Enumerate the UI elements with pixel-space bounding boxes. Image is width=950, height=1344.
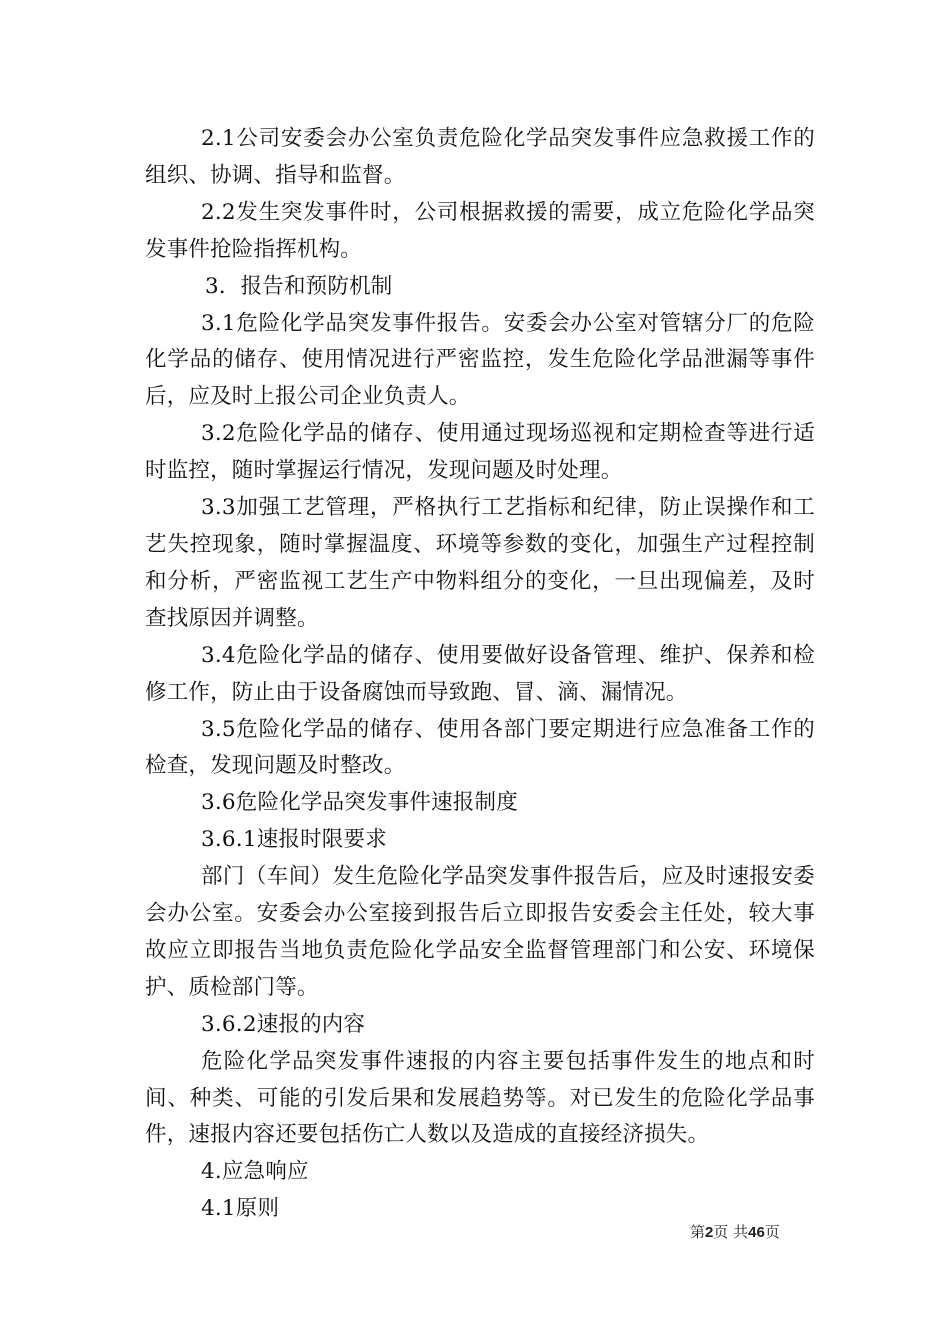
current-page-number: 2: [705, 1224, 714, 1241]
paragraph-3-2: 3.2危险化学品的储存、使用通过现场巡视和定期检查等进行适时监控，随时掌握运行情况，发现问题及时处理。: [145, 421, 815, 484]
section-heading-3: 3．报告和预防机制: [205, 273, 393, 299]
document-body: [145, 121, 815, 1228]
paragraph-3-6-1-body: 部门（车间）发生危险化学品突发事件报告后，应及时速报安委会办公室。安委会办公室接到报告后立即报告安委会主任处，较大事故应立即报告当地负责危险化学品安全监督管理部门和公安、环境保护、质检部门等。: [145, 864, 815, 1000]
paragraph-3-5: 3.5危险化学品的储存、使用各部门要定期进行应急准备工作的检查，发现问题及时整改。: [145, 716, 815, 779]
page-number-footer: [690, 1221, 780, 1242]
subsection-heading-4-1: 4.1原则: [201, 1196, 280, 1222]
paragraph-3-6-2-body: 危险化学品突发事件速报的内容主要包括事件发生的地点和时间、种类、可能的引发后果和发展趋势等。对已发生的危险化学品事件，速报内容还要包括伤亡人数以及造成的直接经济损失。: [145, 1048, 815, 1148]
subsection-heading-3-6: 3.6危险化学品突发事件速报制度: [201, 790, 518, 816]
subsection-heading-3-6-1: 3.6.1速报时限要求: [201, 827, 387, 853]
footer-prefix: 第: [690, 1223, 706, 1241]
subsection-heading-3-6-2: 3.6.2速报的内容: [201, 1011, 366, 1037]
paragraph-3-4: 3.4危险化学品的储存、使用要做好设备管理、维护、保养和检修工作，防止由于设备腐蚀而导致跑、冒、滴、漏情况。: [145, 642, 815, 705]
paragraph-2-2: 2.2发生突发事件时，公司根据救援的需要，成立危险化学品突发事件抢险指挥机构。: [145, 199, 815, 262]
paragraph-2-1: 2.1公司安委会办公室负责危险化学品突发事件应急救援工作的组织、协调、指导和监督。: [145, 126, 815, 188]
section-heading-4: 4.应急响应: [201, 1159, 309, 1185]
footer-middle: 页 共: [713, 1223, 749, 1241]
total-page-count: 46: [748, 1224, 765, 1241]
paragraph-3-1: 3.1危险化学品突发事件报告。安委会办公室对管辖分厂的危险化学品的储存、使用情况进行严密监控，发生危险化学品泄漏等事件后，应及时上报公司企业负责人。: [145, 310, 815, 410]
footer-suffix: 页: [764, 1223, 780, 1241]
paragraph-3-3: 3.3加强工艺管理，严格执行工艺指标和纪律，防止误操作和工艺失控现象，随时掌握温度、环境等参数的变化，加强生产过程控制和分析，严密监视工艺生产中物料组分的变化，一旦出现偏差，及时查找原因并调整。: [145, 495, 815, 631]
